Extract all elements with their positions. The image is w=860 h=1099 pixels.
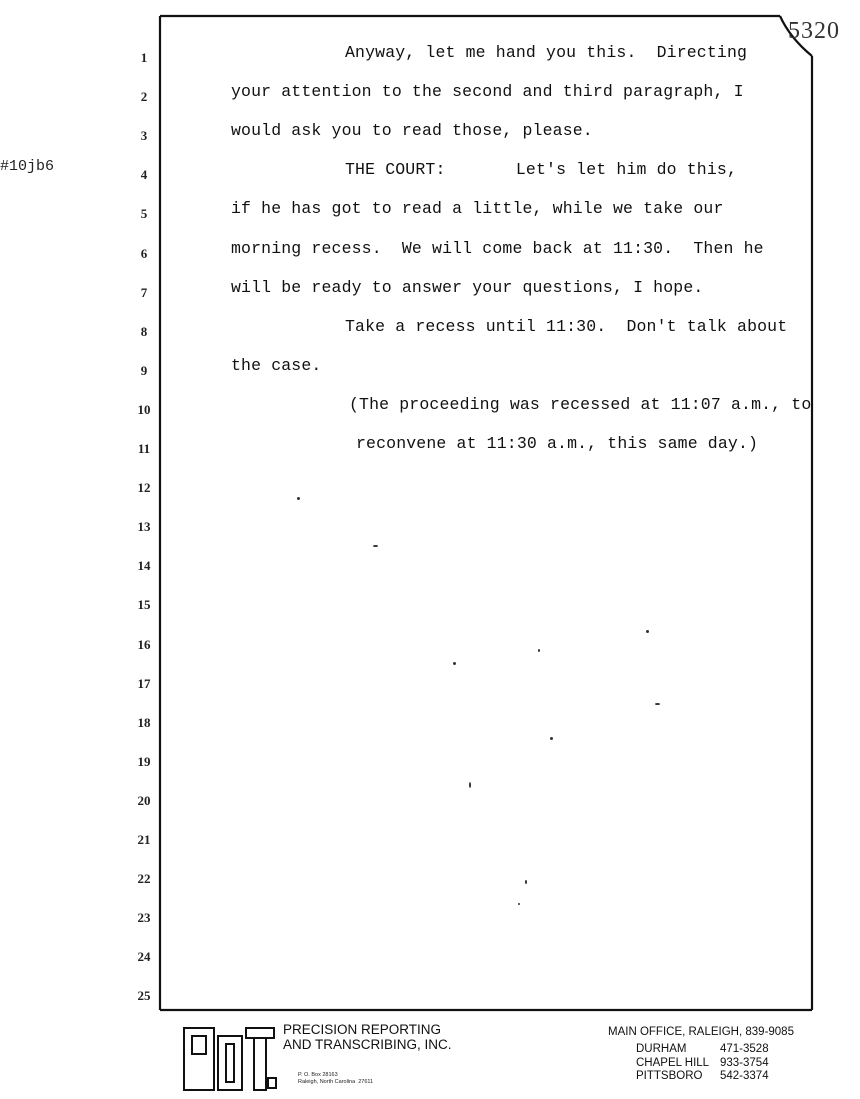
transcript-line: Take a recess until 11:30. Don't talk about [345, 316, 788, 336]
company-line-2: AND TRANSCRIBING, INC. [283, 1037, 452, 1052]
scan-speck [373, 545, 378, 547]
transcript-line: reconvene at 11:30 a.m., this same day.) [356, 434, 759, 453]
line-number: 15 [137, 597, 151, 613]
line-number: 14 [137, 558, 151, 574]
scan-speck [646, 630, 649, 633]
page-number: 5320 [788, 18, 840, 44]
line-number: 4 [140, 167, 148, 183]
transcript-line: the case. [231, 355, 322, 375]
margin-note: #10jb6 [0, 158, 55, 175]
scan-speck [525, 880, 527, 884]
address-line-1: P. O. Box 28163 [298, 1072, 338, 1078]
company-name [283, 1022, 452, 1052]
line-number: 9 [140, 362, 148, 378]
transcript-line: will be ready to answer your questions, I hope. [231, 277, 704, 297]
line-number: 25 [137, 988, 151, 1004]
line-number: 8 [140, 323, 148, 339]
pt-logo [182, 1026, 278, 1092]
office-phone: 542-3374 [720, 1070, 769, 1082]
scan-speck [538, 649, 540, 652]
transcript-line: THE COURT: Let's let him do this, [345, 160, 738, 180]
address-line-2: Raleigh, North Carolina 27611 [298, 1079, 374, 1085]
office-row [608, 1070, 794, 1084]
transcript-line: morning recess. We will come back at 11:30. Then he [231, 238, 764, 258]
line-number: 22 [137, 871, 151, 887]
line-number: 10 [137, 401, 151, 417]
office-phone: 933-3754 [720, 1056, 769, 1069]
line-number: 19 [137, 753, 151, 769]
line-number: 13 [137, 519, 151, 535]
line-number: 21 [137, 832, 151, 847]
scan-speck [518, 903, 520, 905]
line-number: 5 [140, 206, 148, 222]
main-office: MAIN OFFICE, RALEIGH, 839-9085 [608, 1026, 794, 1038]
line-number: 7 [140, 284, 148, 300]
line-number: 17 [137, 675, 151, 691]
scan-speck [655, 703, 660, 705]
office-city: DURHAM [636, 1043, 687, 1055]
line-number: 11 [137, 441, 151, 456]
transcript-line: your attention to the second and third paragraph, I [231, 82, 744, 102]
office-row [608, 1043, 794, 1057]
transcript-line: would ask you to read those, please. [231, 121, 593, 141]
line-number: 23 [137, 910, 151, 926]
office-phone: 471-3528 [720, 1043, 769, 1055]
transcript-line: if he has got to read a little, while we take our [231, 199, 724, 219]
office-list [608, 1026, 794, 1084]
line-number: 20 [137, 792, 151, 808]
line-number: 6 [140, 245, 148, 261]
scan-speck [297, 497, 300, 500]
scan-speck [469, 782, 471, 788]
line-number: 3 [140, 128, 148, 144]
scan-speck [453, 662, 456, 665]
office-row [608, 1057, 794, 1071]
line-number: 16 [137, 636, 151, 652]
transcript-line: Anyway, let me hand you this. Directing [345, 43, 748, 62]
office-city: PITTSBORO [636, 1070, 703, 1082]
company-address [298, 1072, 373, 1086]
office-city: CHAPEL HILL [636, 1056, 710, 1069]
line-number: 2 [140, 89, 148, 105]
line-number: 18 [137, 714, 151, 730]
company-line-1: PRECISION REPORTING [283, 1022, 442, 1037]
transcript-line: (The proceeding was recessed at 11:07 a.m., to [349, 394, 812, 414]
line-number: 12 [137, 480, 151, 496]
line-number: 24 [137, 949, 151, 965]
line-number: 1 [140, 50, 148, 65]
scan-speck [550, 737, 553, 740]
